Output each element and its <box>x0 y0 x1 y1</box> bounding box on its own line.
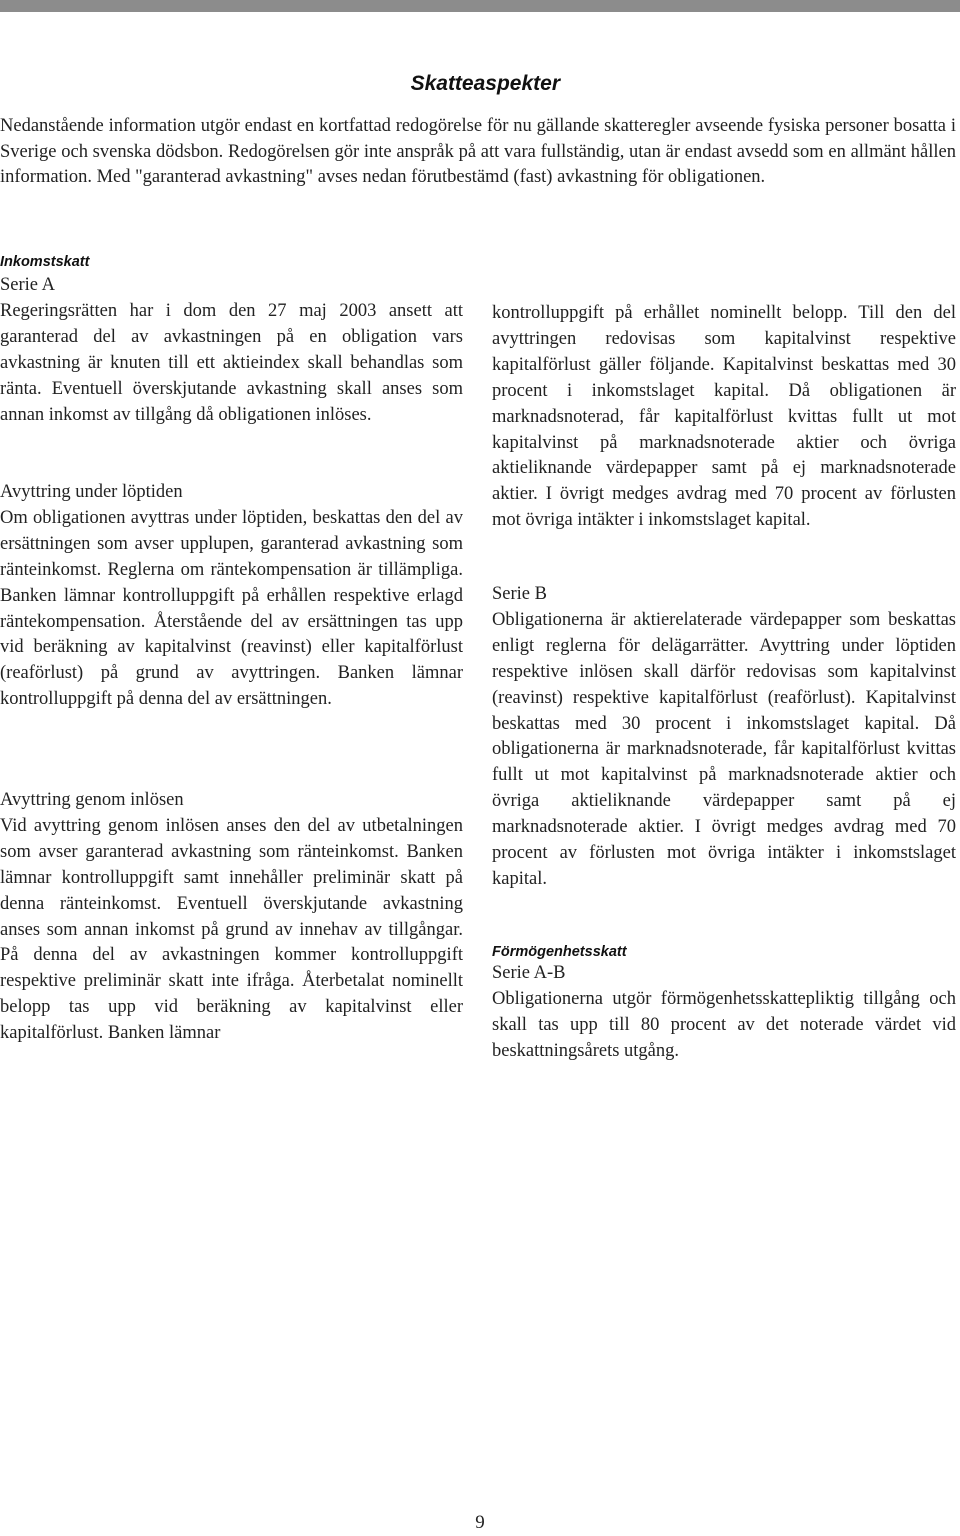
intro-paragraph: Nedanstående information utgör endast en kortfattad redogörelse för nu gällande skatteregler avseende fysiska personer bosatta i Sverige och svenska dödsbon. Redogörelsen gör inte anspråk på att vara fullständig, utan är endast avsedd som en allmänt hållen information. Med "garanterad avkastning" avses nedan förutbestämd (fast) avkastning för obligationen. <box>0 116 956 187</box>
serie-a-subheading: Serie A <box>0 275 55 295</box>
page-number: 9 <box>475 1512 485 1533</box>
avyttring-loptiden-subheading: Avyttring under löptiden <box>0 482 183 502</box>
serie-ab-subheading: Serie A-B <box>492 963 566 983</box>
serie-b-subheading: Serie B <box>492 584 547 604</box>
serie-b-section <box>492 582 956 893</box>
avyttring-inlosen-subheading: Avyttring genom inlösen <box>0 790 184 810</box>
avyttring-loptiden-section <box>0 480 463 713</box>
formogenhetsskatt-heading: Förmögenhetsskatt <box>492 944 627 960</box>
inkomstskatt-heading: Inkomstskatt <box>0 254 90 270</box>
top-rule <box>0 0 960 12</box>
serie-a-section <box>0 273 463 428</box>
inlosen-continuation: kontrolluppgift på erhållet nominellt belopp. Till den del avyttringen redovisas som kapitalvinst respektive kapitalförlust gäller följande. Kapitalvinst beskattas med 30 procent i inkomstslaget kapital. Då obligationen är marknadsnoterad, får kapitalförlust kvittas fullt ut mot kapitalvinst på marknadsnoterade aktier och övriga aktieliknande värdepapper samt på ej marknadsnoterade aktier. I övrigt medges avdrag med 70 procent av förlusten mot övriga intäkter i inkomstslaget kapital. <box>492 303 956 531</box>
avyttring-inlosen-text: Vid avyttring genom inlösen anses den del av utbetalningen som avser garanterad avkastning som ränteinkomst. Banken lämnar kontrolluppgift samt innehåller preliminär skatt på denna ränteinkomst. Eventuell överskjutande avkastning anses som annan inkomst på grund av innehav av tillgångar. På denna del av avkastningen kommer kontrolluppgift respektive preliminär skatt inte ifråga. Återbetalat nominellt belopp tas upp vid beräkning av kapitalvinst eller kapitalförlust. Banken lämnar <box>0 815 463 1044</box>
serie-a-text: Regeringsrätten har i dom den 27 maj 2003 ansett att garanterad del av avkastningen på en obligation vars avkastning är knuten till ett aktieindex skall behandlas som ränta. Eventuell överskjutande avkastning skall anses som annan inkomst av tillgång då obligationen inlöses. <box>0 300 463 425</box>
serie-b-text: Obligationerna är aktierelaterade värdepapper som beskattas enligt reglerna för delägarrätter. Avyttring under löptiden respektive inlösen skall därför redovisas som kapitalvinst (reavinst) respektive kapitalförlust (reaförlust). Kapitalvinst beskattas med 30 procent i inkomstslaget kapital. Då obligationerna är marknadsnoterade, får kapitalförlust kvittas fullt ut mot kapitalvinst på marknadsnoterade aktier och övriga aktieliknande värdepapper samt på ej marknadsnoterade aktier. I övrigt medges avdrag med 70 procent av förlusten mot övriga intäkter i inkomstslaget kapital. <box>492 609 956 889</box>
serie-ab-text: Obligationerna utgör förmögenhetsskattepliktig tillgång och skall tas upp till 80 procent av det noterade värdet vid beskattningsårets utgång. <box>492 988 956 1061</box>
serie-ab-section <box>492 961 956 1065</box>
avyttring-inlosen-section <box>0 788 463 1047</box>
section-title: Skatteaspekter <box>410 72 560 95</box>
avyttring-loptiden-text: Om obligationen avyttras under löptiden, beskattas den del av ersättningen som avser upplupen, garanterad avkastning som ränteinkomst. Reglerna om räntekompensation är tillämpliga. Banken lämnar kontrolluppgift på erhållen respektive erlagd räntekompensation. Återstående del av ersättningen tas upp vid beräkning av kapitalvinst (reavinst) eller kapitalförlust (reaförlust) på grund av avyttringen. Banken lämnar kontrolluppgift på denna del av ersättningen. <box>0 507 463 710</box>
